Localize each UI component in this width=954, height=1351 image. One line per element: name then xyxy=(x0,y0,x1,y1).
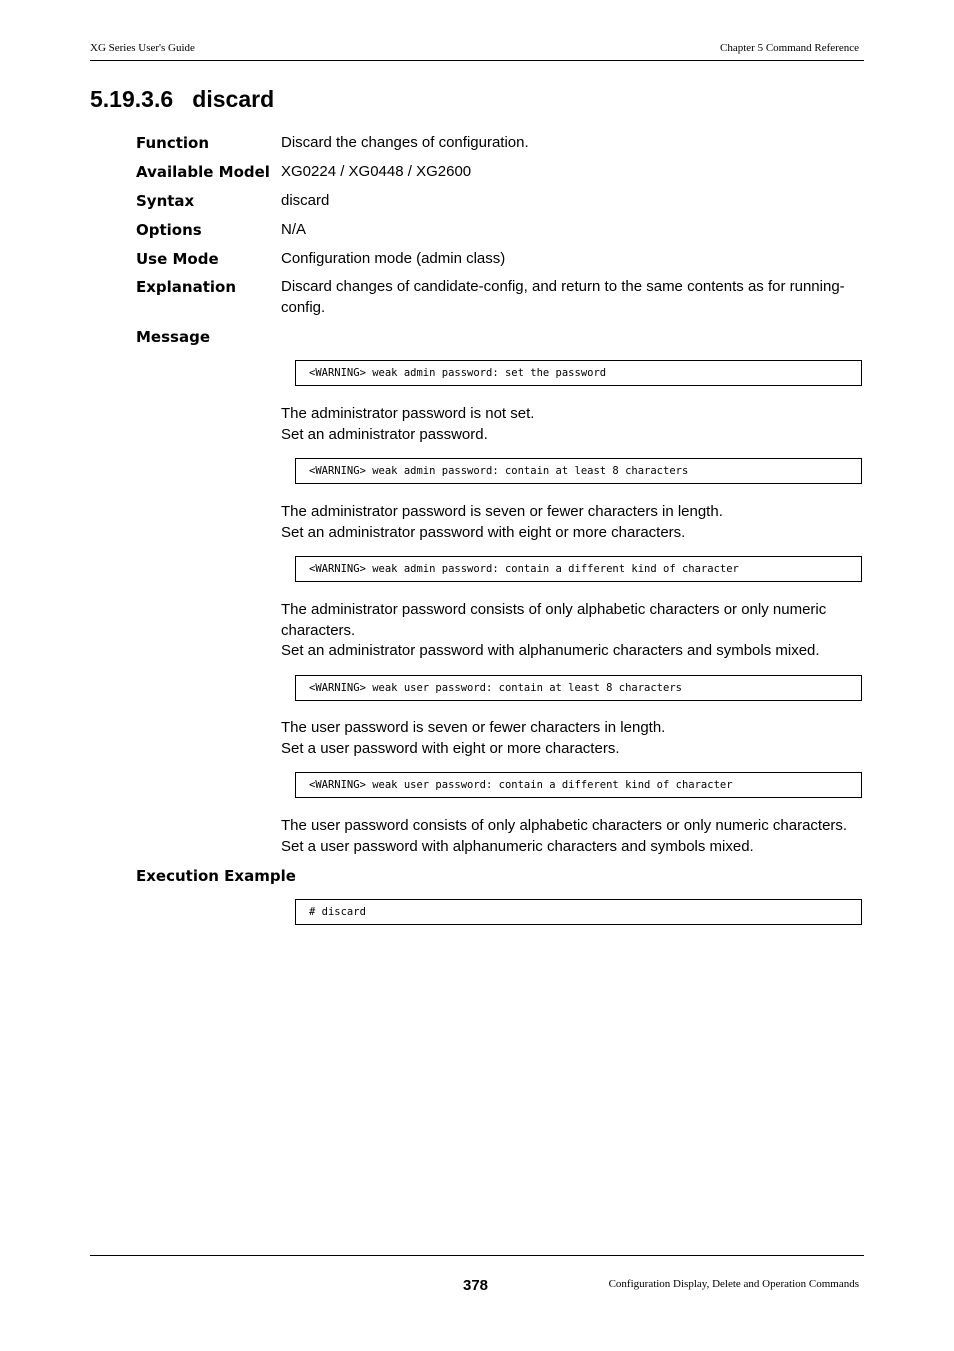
header-rule xyxy=(90,60,864,61)
message-description-line: Set a user password with alphanumeric characters and symbols mixed. xyxy=(281,838,754,855)
running-header-title: XG Series User's Guide xyxy=(90,42,195,54)
message-label: Message xyxy=(136,328,210,346)
message-description-line: Set an administrator password with eight or more characters. xyxy=(281,524,686,541)
message-code-block: <WARNING> weak admin password: set the password xyxy=(295,360,862,386)
page-number: 378 xyxy=(463,1277,489,1294)
message-code-block: <WARNING> weak admin password: contain at least 8 characters xyxy=(295,458,862,484)
execution-example-label: Execution Example xyxy=(136,867,296,885)
example-code-block: # discard xyxy=(295,899,862,925)
message-description-line: The user password is seven or fewer characters in length. xyxy=(281,719,666,736)
message-description-line: Set an administrator password with alphanumeric characters and symbols mixed. xyxy=(281,642,820,659)
message-description-line: The administrator password is seven or fewer characters in length. xyxy=(281,503,723,520)
options-value: N/A xyxy=(281,221,307,238)
available-model-value: XG0224 / XG0448 / XG2600 xyxy=(281,163,472,180)
message-description-line: Set a user password with eight or more characters. xyxy=(281,740,620,757)
message-code-block: <WARNING> weak user password: contain at least 8 characters xyxy=(295,675,862,701)
message-description-line: The administrator password is not set. xyxy=(281,405,535,422)
explanation-label: Explanation xyxy=(136,278,237,296)
syntax-value: discard xyxy=(281,192,330,209)
options-label: Options xyxy=(136,221,202,239)
function-label: Function xyxy=(136,134,210,152)
message-code-block: <WARNING> weak user password: contain a different kind of character xyxy=(295,772,862,798)
available-model-label: Available Model xyxy=(136,163,270,181)
message-description-line: The user password consists of only alphabetic characters or only numeric characters. xyxy=(281,817,848,834)
syntax-label: Syntax xyxy=(136,192,195,210)
use-mode-label: Use Mode xyxy=(136,250,219,268)
explanation-value: Discard changes of candidate-config, and return to the same contents as for running-config. xyxy=(281,278,845,316)
running-header-chapter: Chapter 5 Command Reference xyxy=(720,42,859,54)
use-mode-value: Configuration mode (admin class) xyxy=(281,250,506,267)
footer-rule xyxy=(90,1255,864,1256)
message-code-block: <WARNING> weak admin password: contain a different kind of character xyxy=(295,556,862,582)
message-description-line: Set an administrator password. xyxy=(281,426,488,443)
section-title: 5.19.3.6 discard xyxy=(90,86,275,112)
message-description-line: The administrator password consists of only alphabetic characters or only numeric characters. xyxy=(281,601,827,639)
function-value: Discard the changes of configuration. xyxy=(281,134,529,151)
footer-section-name: Configuration Display, Delete and Operation Commands xyxy=(608,1278,859,1290)
